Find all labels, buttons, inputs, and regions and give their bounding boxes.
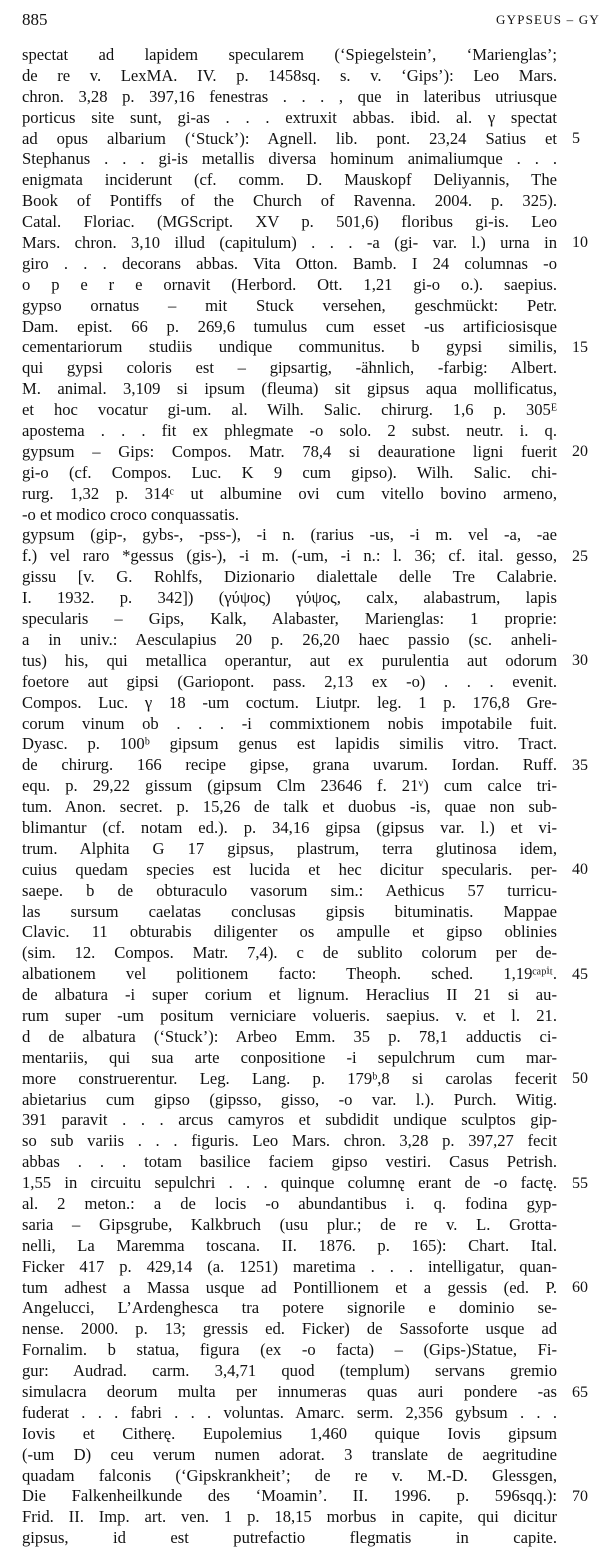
text-line: d de albatura (‘Stuck’): Arbeo Emm. 35 p. 78,1 adductis ci-: [22, 1026, 557, 1046]
text-line: de albatura -i super corium et lignum. Heraclius II 21 si au-: [22, 985, 557, 1005]
text-line: foetore aut gipsi (Gariopont. pass. 2,13 ex -o) . . . evenit.: [22, 671, 557, 691]
text-line: (-um D) ceu verum numen adorat. 3 translate de aegritudine: [22, 1444, 557, 1464]
text-line: (sim. 12. Compos. Matr. 7,4). c de sublito colorum per de-: [22, 943, 557, 963]
text-line: more construerentur. Leg. Lang. p. 179ᵇ,8 si carolas fecerit: [22, 1068, 557, 1088]
text-line: 1,55 in circuitu sepulchri . . . quinque columnę erant de -o factę.: [22, 1173, 557, 1193]
text-line: rurg. 1,32 p. 314ᶜ ut albumine ovi cum vitello bovino armeno,: [22, 483, 557, 503]
text-line: gissu [v. G. Rohlfs, Dizionario dialettale delle Tre Calabrie.: [22, 567, 557, 587]
line-number: 15: [572, 338, 588, 356]
text-line: Dam. epist. 66 p. 269,6 tumulus cum esset -us artificiosisque: [22, 316, 557, 336]
text-line: spectat ad lapidem specularem (‘Spiegelstein’, ‘Marienglas’;: [22, 45, 557, 64]
text-line: Iovis et Citherę. Eupolemius 1,460 quique Iovis gipsum: [22, 1423, 557, 1443]
text-line: Catal. Floriac. (MGScript. XV p. 501,6) floribus gi-is. Leo: [22, 212, 557, 232]
text-line: enigmata inciderunt (cf. comm. D. Mauskopf Deliyannis, The: [22, 170, 557, 190]
text-line: al. 2 meton.: a de locis -o abundantibus i. q. fodina gyp-: [22, 1193, 557, 1213]
line-number: 25: [572, 547, 588, 565]
text-line: trum. Alphita G 17 gipsus, plastrum, terra glutinosa idem,: [22, 838, 557, 858]
text-line: gypso ornatus – mit Stuck versehen, geschmückt: Petr.: [22, 295, 557, 315]
text-line: cementariorum studiis undique communitus. b gypsi similis,: [22, 337, 557, 357]
line-number: 55: [572, 1174, 588, 1192]
text-line: a in univ.: Aesculapius 20 p. 26,20 haec passio (sc. anheli-: [22, 629, 557, 649]
text-line: so sub variis . . . figuris. Leo Mars. chron. 3,28 p. 397,27 fecit: [22, 1131, 557, 1151]
text-line: Dyasc. p. 100ᵇ gipsum genus est lapidis similis vitro. Tract.: [22, 734, 557, 754]
entry-text: [22, 45, 557, 1549]
text-line: gypsum – Gips: Compos. Matr. 78,4 si deauratione ligni fuerit: [22, 441, 557, 461]
text-line: Clavic. 11 obturabis diligenter os ampulle et gipso oblinies: [22, 922, 557, 942]
text-line: saepe. b de obturaculo vasorum sim.: Aethicus 57 turricu-: [22, 880, 557, 900]
page-header: [22, 10, 600, 38]
text-line: abbas . . . totam basilice faciem gipso vestiri. Casus Petrish.: [22, 1152, 557, 1172]
text-line: gypsum (gip-, gybs-, -pss-), -i n. (rarius -us, -i m. vel -a, -ae: [22, 525, 557, 545]
line-number: 35: [572, 756, 588, 774]
line-number: 20: [572, 443, 588, 461]
text-line: equ. p. 29,22 gissum (gipsum Clm 23646 f. 21ᵛ) cum calce tri-: [22, 776, 557, 796]
text-line: simulacra deorum multa per innumeras quas auri pondere -as: [22, 1382, 557, 1401]
text-line: et hoc vocatur gi-um. al. Wilh. Salic. chirurg. 1,6 p. 305ᴱ: [22, 400, 557, 420]
text-line: Compos. Luc. γ 18 -um coctum. Liutpr. leg. 1 p. 176,8 Gre-: [22, 692, 557, 712]
text-line: Die Falkenheilkunde des ‘Moamin’. II. 1996. p. 596sqq.):: [22, 1486, 557, 1506]
text-line: porticus site sunt, gi-as . . . extruxit abbas. ibid. al. γ spectat: [22, 107, 557, 127]
text-line: abietarius cum gipso (gipsso, gisso, -o var. l.). Purch. Witig.: [22, 1089, 557, 1109]
text-line: nense. 2000. p. 13; gressis ed. Ficker) de Sassoforte usque ad: [22, 1319, 557, 1339]
text-line: mentariis, qui sua arte conpositione -i sepulchrum cum mar-: [22, 1047, 557, 1067]
text-line: Mars. chron. 3,10 illud (capitulum) . . . -a (gi- var. l.) urna in: [22, 233, 557, 253]
text-line: gi-o (cf. Compos. Luc. K 9 cum gipso). Wilh. Salic. chi-: [22, 462, 557, 482]
text-line: blimantur (cf. notam ed.). p. 34,16 gipsa (gipsus var. l.) et vi-: [22, 817, 557, 837]
text-line: cuius quedam species est lucida et hec dicitur specularis. per-: [22, 859, 557, 879]
text-line: giro . . . decorans abbas. Vita Otton. Bamb. I 24 columnas -o: [22, 253, 557, 273]
line-number: 65: [572, 1383, 588, 1401]
text-line: qui gypsi coloris est – gipsartig, -ähnlich, -farbig: Albert.: [22, 358, 557, 378]
text-line: las sursum caelatas conclusas gipsis bituminatis. Mappae: [22, 901, 557, 921]
text-line: tus) his, qui metallica operantur, aut ex purulentia aut odorum: [22, 650, 557, 670]
text-line: tum. Anon. secret. p. 15,26 de talk et duobus -is, quae non sub-: [22, 797, 557, 817]
text-line: Ficker 417 p. 429,14 (a. 1251) maretima . . . intelligatur, quan-: [22, 1256, 557, 1276]
text-line: fuderat . . . fabri . . . voluntas. Amarc. serm. 2,356 gybsum . . .: [22, 1402, 557, 1422]
line-number: 70: [572, 1488, 588, 1506]
text-line: tum adhest a Massa usque ad Pontillionem et a gessis (ed. P.: [22, 1277, 557, 1297]
text-line: M. animal. 3,109 si ipsum (fleuma) sit gipsus aqua mollificatus,: [22, 379, 557, 399]
line-number: 30: [572, 652, 588, 670]
text-line: Frid. II. Imp. art. ven. 1 p. 18,15 morbus in capite, qui dicitur: [22, 1507, 557, 1527]
text-line: ad opus albarium (‘Stuck’): Agnell. lib. pont. 23,24 Satius et: [22, 128, 557, 148]
line-number: 50: [572, 1070, 588, 1088]
text-line: apostema . . . fit ex phlegmate -o solo. 2 subst. neutr. i. q.: [22, 421, 557, 441]
text-line: -o et modico croco conquassatis.: [22, 504, 240, 524]
line-number: 45: [572, 965, 588, 983]
text-line: corum vinum ob . . . -i commixtionem nobis impotabile fuit.: [22, 713, 557, 733]
text-line: o p e r e ornavit (Herbord. Ott. 1,21 gi-o o.). saepius.: [22, 274, 557, 294]
text-line: rum super -um positum verniciare volueris. saepius. v. et l. 21.: [22, 1005, 557, 1025]
text-line: chron. 3,28 p. 397,16 fenestras . . . , que in lateribus utriusque: [22, 86, 557, 106]
line-number: 60: [572, 1279, 588, 1297]
text-line: nelli, La Maremma toscana. II. 1876. p. 165): Chart. Ital.: [22, 1235, 557, 1255]
text-line: de chirurg. 166 recipe gipse, grana uvarum. Iordan. Ruff.: [22, 755, 557, 775]
text-line: 391 paravit . . . arcus camyros et subdidit undique sculptos gip-: [22, 1110, 557, 1130]
text-line: quadam falconis (‘Gipskrankheit’; de re v. M.-D. Glessgen,: [22, 1465, 557, 1485]
running-title: GYPSEUS – GY: [496, 12, 600, 27]
text-line: Fornalim. b statua, figura (ex -o facta) – (Gips-)Statue, Fi-: [22, 1340, 557, 1360]
text-line: Stephanus . . . gi-is metallis diversa hominum animaliumque . . .: [22, 149, 557, 169]
text-line: f.) vel raro *gessus (gis-), -i m. (-um, -i n.: l. 36; cf. ital. gesso,: [22, 546, 557, 566]
text-line: Book of Pontiffs of the Church of Ravenna. 2004. p. 325).: [22, 191, 557, 211]
line-number: 10: [572, 234, 588, 252]
text-line: Angelucci, L’Ardenghesca tra potere signorile e dominio se-: [22, 1298, 557, 1318]
text-line: gur: Audrad. carm. 3,4,71 quod (templum) servans gremio: [22, 1361, 557, 1381]
text-line: de re v. LexMA. IV. p. 1458sq. s. v. ‘Gips’): Leo Mars.: [22, 65, 557, 85]
text-line: specularis – Gips, Kalk, Alabaster, Marienglas: 1 proprie:: [22, 609, 557, 629]
page-number: 885: [22, 10, 48, 29]
text-line: albationem vel politionem facto: Theoph. sched. 1,19ᶜᵃᵖⁱᵗ.: [22, 964, 557, 984]
text-line: gipsus, id est putrefactio flegmatis in capite.: [22, 1528, 557, 1548]
text-line: saria – Gipsgrube, Kalkbruch (usu plur.; de re v. L. Grotta-: [22, 1214, 557, 1234]
text-line: I. 1932. p. 342]) (γύψος) γύψος, calx, alabastrum, lapis: [22, 588, 557, 608]
line-number: 40: [572, 861, 588, 879]
line-number: 5: [572, 129, 580, 147]
